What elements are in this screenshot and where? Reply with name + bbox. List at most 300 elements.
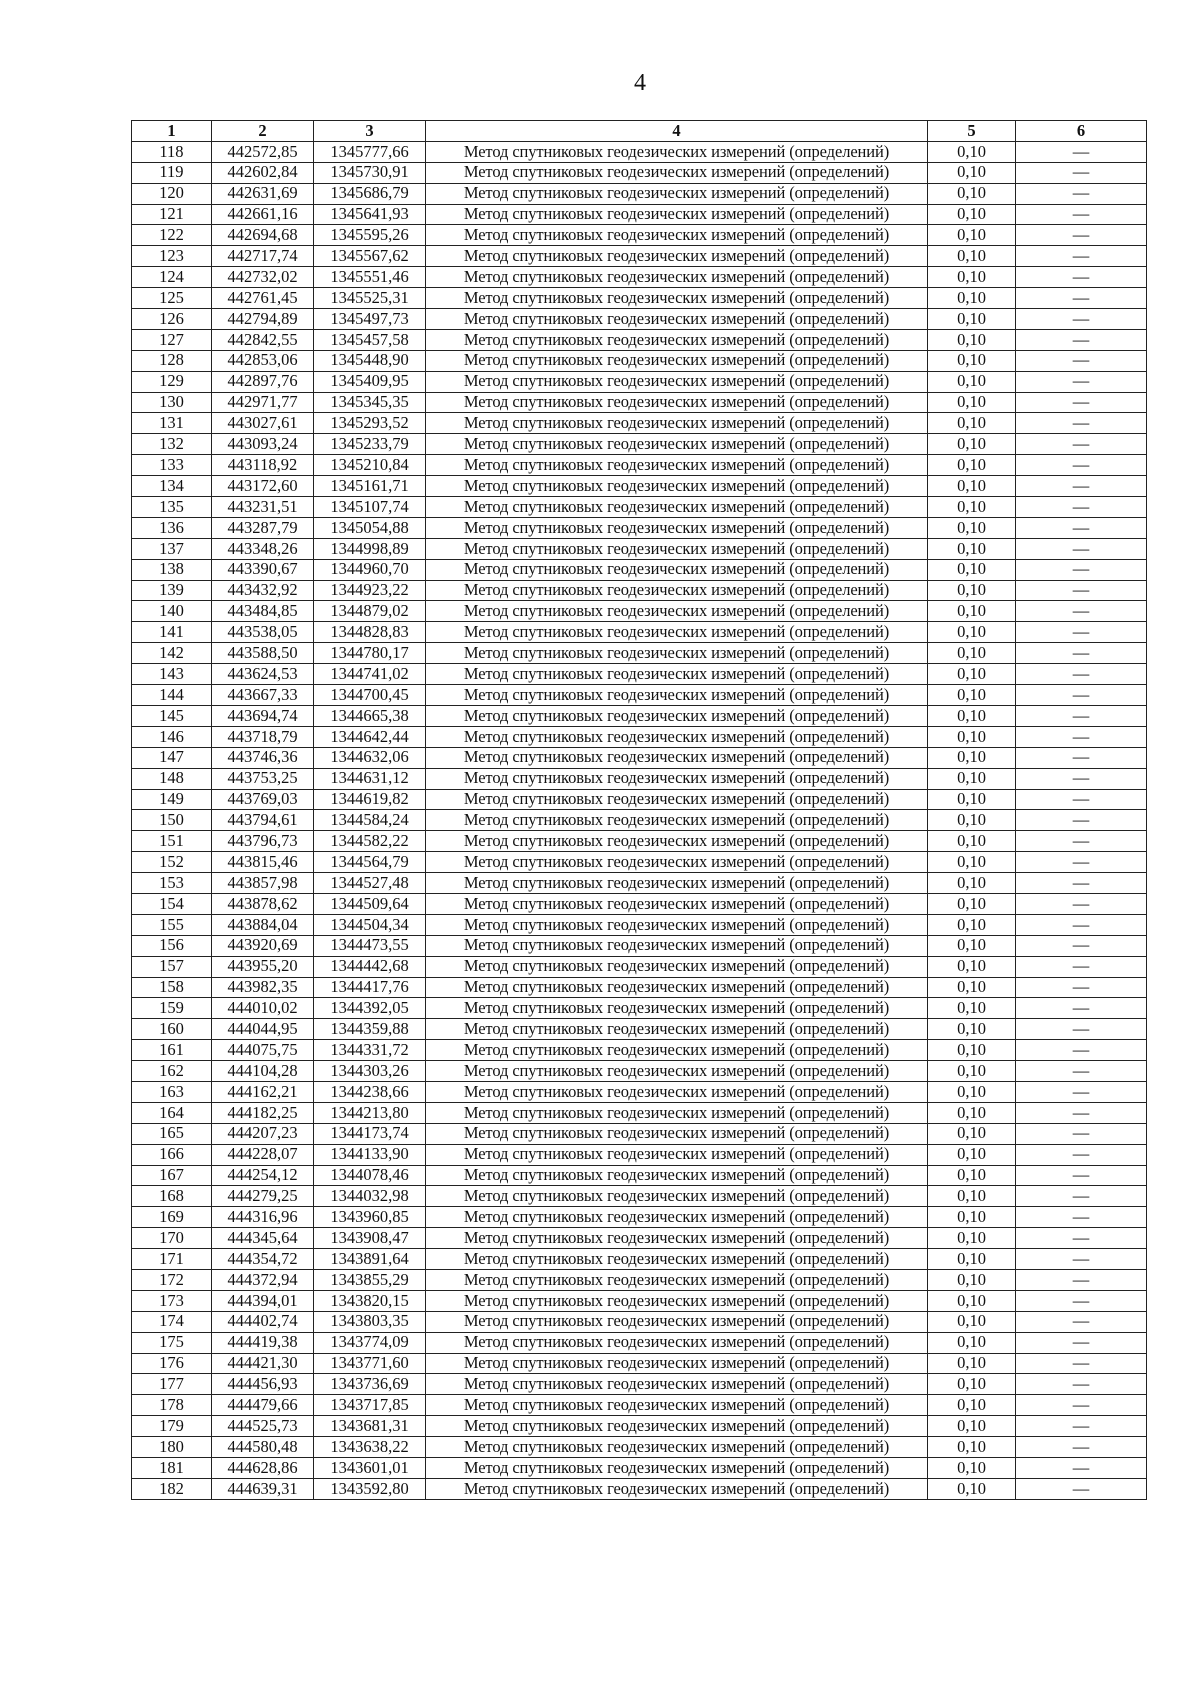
x-coordinate-cell: 442602,84	[212, 162, 314, 183]
y-coordinate-cell: 1344392,05	[314, 998, 426, 1019]
y-coordinate-cell: 1345161,71	[314, 476, 426, 497]
method-cell: Метод спутниковых геодезических измерений (определений)	[426, 1123, 928, 1144]
precision-cell: 0,10	[928, 664, 1016, 685]
y-coordinate-cell: 1344213,80	[314, 1102, 426, 1123]
table-row	[132, 1290, 1147, 1311]
point-number-cell: 143	[132, 664, 212, 685]
point-number-cell: 179	[132, 1416, 212, 1437]
precision-cell: 0,10	[928, 601, 1016, 622]
point-number-cell: 172	[132, 1269, 212, 1290]
point-number-cell: 148	[132, 768, 212, 789]
y-coordinate-cell: 1345107,74	[314, 497, 426, 518]
method-cell: Метод спутниковых геодезических измерений (определений)	[426, 998, 928, 1019]
table-row	[132, 810, 1147, 831]
method-cell: Метод спутниковых геодезических измерений (определений)	[426, 622, 928, 643]
description-dash-cell: —	[1016, 141, 1147, 162]
point-number-cell: 142	[132, 643, 212, 664]
method-cell: Метод спутниковых геодезических измерений (определений)	[426, 1269, 928, 1290]
method-cell: Метод спутниковых геодезических измерений (определений)	[426, 643, 928, 664]
x-coordinate-cell: 444354,72	[212, 1249, 314, 1270]
point-number-cell: 145	[132, 705, 212, 726]
table-row	[132, 601, 1147, 622]
table-row	[132, 204, 1147, 225]
x-coordinate-cell: 443796,73	[212, 831, 314, 852]
x-coordinate-cell: 442842,55	[212, 329, 314, 350]
y-coordinate-cell: 1345730,91	[314, 162, 426, 183]
y-coordinate-cell: 1344642,44	[314, 726, 426, 747]
table-row	[132, 538, 1147, 559]
x-coordinate-cell: 443955,20	[212, 956, 314, 977]
precision-cell: 0,10	[928, 204, 1016, 225]
y-coordinate-cell: 1344923,22	[314, 580, 426, 601]
point-number-cell: 119	[132, 162, 212, 183]
x-coordinate-cell: 444010,02	[212, 998, 314, 1019]
x-coordinate-cell: 442694,68	[212, 225, 314, 246]
table-row	[132, 1228, 1147, 1249]
point-number-cell: 132	[132, 434, 212, 455]
description-dash-cell: —	[1016, 1395, 1147, 1416]
y-coordinate-cell: 1343592,80	[314, 1478, 426, 1499]
precision-cell: 0,10	[928, 1228, 1016, 1249]
method-cell: Метод спутниковых геодезических измерений (определений)	[426, 538, 928, 559]
point-number-cell: 162	[132, 1061, 212, 1082]
y-coordinate-cell: 1344584,24	[314, 810, 426, 831]
description-dash-cell: —	[1016, 162, 1147, 183]
method-cell: Метод спутниковых геодезических измерений (определений)	[426, 580, 928, 601]
table-row	[132, 497, 1147, 518]
y-coordinate-cell: 1345525,31	[314, 288, 426, 309]
x-coordinate-cell: 443794,61	[212, 810, 314, 831]
point-number-cell: 121	[132, 204, 212, 225]
x-coordinate-cell: 443920,69	[212, 935, 314, 956]
x-coordinate-cell: 443093,24	[212, 434, 314, 455]
precision-cell: 0,10	[928, 1081, 1016, 1102]
y-coordinate-cell: 1343891,64	[314, 1249, 426, 1270]
table-row	[132, 476, 1147, 497]
point-number-cell: 135	[132, 497, 212, 518]
method-cell: Метод спутниковых геодезических измерений (определений)	[426, 1186, 928, 1207]
x-coordinate-cell: 444279,25	[212, 1186, 314, 1207]
precision-cell: 0,10	[928, 935, 1016, 956]
description-dash-cell: —	[1016, 580, 1147, 601]
description-dash-cell: —	[1016, 1081, 1147, 1102]
description-dash-cell: —	[1016, 517, 1147, 538]
point-number-cell: 163	[132, 1081, 212, 1102]
point-number-cell: 156	[132, 935, 212, 956]
precision-cell: 0,10	[928, 1207, 1016, 1228]
x-coordinate-cell: 444228,07	[212, 1144, 314, 1165]
y-coordinate-cell: 1343960,85	[314, 1207, 426, 1228]
description-dash-cell: —	[1016, 956, 1147, 977]
description-dash-cell: —	[1016, 559, 1147, 580]
x-coordinate-cell: 442794,89	[212, 309, 314, 330]
point-number-cell: 176	[132, 1353, 212, 1374]
coordinates-table-container	[131, 120, 1147, 1500]
point-number-cell: 170	[132, 1228, 212, 1249]
precision-cell: 0,10	[928, 810, 1016, 831]
point-number-cell: 147	[132, 747, 212, 768]
method-cell: Метод спутниковых геодезических измерений (определений)	[426, 1249, 928, 1270]
description-dash-cell: —	[1016, 1249, 1147, 1270]
point-number-cell: 168	[132, 1186, 212, 1207]
y-coordinate-cell: 1344504,34	[314, 914, 426, 935]
table-row	[132, 873, 1147, 894]
table-row	[132, 747, 1147, 768]
point-number-cell: 129	[132, 371, 212, 392]
y-coordinate-cell: 1343736,69	[314, 1374, 426, 1395]
precision-cell: 0,10	[928, 1290, 1016, 1311]
method-cell: Метод спутниковых геодезических измерений (определений)	[426, 873, 928, 894]
table-row	[132, 371, 1147, 392]
precision-cell: 0,10	[928, 1165, 1016, 1186]
method-cell: Метод спутниковых геодезических измерений (определений)	[426, 1395, 928, 1416]
table-row	[132, 1123, 1147, 1144]
description-dash-cell: —	[1016, 1353, 1147, 1374]
table-row	[132, 768, 1147, 789]
precision-cell: 0,10	[928, 705, 1016, 726]
x-coordinate-cell: 444419,38	[212, 1332, 314, 1353]
table-row	[132, 643, 1147, 664]
y-coordinate-cell: 1344998,89	[314, 538, 426, 559]
method-cell: Метод спутниковых геодезических измерений (определений)	[426, 559, 928, 580]
point-number-cell: 166	[132, 1144, 212, 1165]
point-number-cell: 180	[132, 1437, 212, 1458]
column-header-2: 2	[212, 121, 314, 142]
point-number-cell: 157	[132, 956, 212, 977]
description-dash-cell: —	[1016, 183, 1147, 204]
precision-cell: 0,10	[928, 455, 1016, 476]
precision-cell: 0,10	[928, 1144, 1016, 1165]
method-cell: Метод спутниковых геодезических измерений (определений)	[426, 183, 928, 204]
precision-cell: 0,10	[928, 622, 1016, 643]
point-number-cell: 159	[132, 998, 212, 1019]
table-row	[132, 1249, 1147, 1270]
point-number-cell: 152	[132, 852, 212, 873]
method-cell: Метод спутниковых геодезических измерений (определений)	[426, 1290, 928, 1311]
y-coordinate-cell: 1345210,84	[314, 455, 426, 476]
table-row	[132, 1478, 1147, 1499]
precision-cell: 0,10	[928, 559, 1016, 580]
precision-cell: 0,10	[928, 329, 1016, 350]
method-cell: Метод спутниковых геодезических измерений (определений)	[426, 810, 928, 831]
point-number-cell: 128	[132, 350, 212, 371]
y-coordinate-cell: 1345448,90	[314, 350, 426, 371]
precision-cell: 0,10	[928, 914, 1016, 935]
description-dash-cell: —	[1016, 246, 1147, 267]
x-coordinate-cell: 443982,35	[212, 977, 314, 998]
description-dash-cell: —	[1016, 643, 1147, 664]
description-dash-cell: —	[1016, 204, 1147, 225]
description-dash-cell: —	[1016, 1019, 1147, 1040]
point-number-cell: 134	[132, 476, 212, 497]
precision-cell: 0,10	[928, 309, 1016, 330]
x-coordinate-cell: 444394,01	[212, 1290, 314, 1311]
x-coordinate-cell: 444182,25	[212, 1102, 314, 1123]
point-number-cell: 169	[132, 1207, 212, 1228]
table-row	[132, 455, 1147, 476]
coordinates-table	[131, 120, 1147, 1500]
y-coordinate-cell: 1344303,26	[314, 1061, 426, 1082]
y-coordinate-cell: 1345233,79	[314, 434, 426, 455]
y-coordinate-cell: 1345595,26	[314, 225, 426, 246]
precision-cell: 0,10	[928, 1186, 1016, 1207]
method-cell: Метод спутниковых геодезических измерений (определений)	[426, 246, 928, 267]
x-coordinate-cell: 444525,73	[212, 1416, 314, 1437]
description-dash-cell: —	[1016, 664, 1147, 685]
method-cell: Метод спутниковых геодезических измерений (определений)	[426, 392, 928, 413]
point-number-cell: 139	[132, 580, 212, 601]
point-number-cell: 182	[132, 1478, 212, 1499]
point-number-cell: 122	[132, 225, 212, 246]
method-cell: Метод спутниковых геодезических измерений (определений)	[426, 935, 928, 956]
table-row	[132, 852, 1147, 873]
table-row	[132, 309, 1147, 330]
y-coordinate-cell: 1345409,95	[314, 371, 426, 392]
x-coordinate-cell: 444044,95	[212, 1019, 314, 1040]
point-number-cell: 138	[132, 559, 212, 580]
method-cell: Метод спутниковых геодезических измерений (определений)	[426, 601, 928, 622]
y-coordinate-cell: 1345293,52	[314, 413, 426, 434]
precision-cell: 0,10	[928, 893, 1016, 914]
method-cell: Метод спутниковых геодезических измерений (определений)	[426, 1374, 928, 1395]
y-coordinate-cell: 1343820,15	[314, 1290, 426, 1311]
precision-cell: 0,10	[928, 1353, 1016, 1374]
method-cell: Метод спутниковых геодезических измерений (определений)	[426, 1478, 928, 1499]
precision-cell: 0,10	[928, 538, 1016, 559]
point-number-cell: 127	[132, 329, 212, 350]
table-row	[132, 1207, 1147, 1228]
method-cell: Метод спутниковых геодезических измерений (определений)	[426, 768, 928, 789]
precision-cell: 0,10	[928, 162, 1016, 183]
method-cell: Метод спутниковых геодезических измерений (определений)	[426, 329, 928, 350]
x-coordinate-cell: 444162,21	[212, 1081, 314, 1102]
point-number-cell: 171	[132, 1249, 212, 1270]
description-dash-cell: —	[1016, 1123, 1147, 1144]
x-coordinate-cell: 442761,45	[212, 288, 314, 309]
precision-cell: 0,10	[928, 977, 1016, 998]
description-dash-cell: —	[1016, 893, 1147, 914]
description-dash-cell: —	[1016, 497, 1147, 518]
description-dash-cell: —	[1016, 1228, 1147, 1249]
y-coordinate-cell: 1344473,55	[314, 935, 426, 956]
table-row	[132, 914, 1147, 935]
method-cell: Метод спутниковых геодезических измерений (определений)	[426, 517, 928, 538]
description-dash-cell: —	[1016, 1102, 1147, 1123]
method-cell: Метод спутниковых геодезических измерений (определений)	[426, 434, 928, 455]
method-cell: Метод спутниковых геодезических измерений (определений)	[426, 1144, 928, 1165]
description-dash-cell: —	[1016, 350, 1147, 371]
y-coordinate-cell: 1344780,17	[314, 643, 426, 664]
point-number-cell: 167	[132, 1165, 212, 1186]
table-row	[132, 1458, 1147, 1479]
method-cell: Метод спутниковых геодезических измерений (определений)	[426, 664, 928, 685]
y-coordinate-cell: 1345497,73	[314, 309, 426, 330]
description-dash-cell: —	[1016, 288, 1147, 309]
table-row	[132, 1040, 1147, 1061]
x-coordinate-cell: 443694,74	[212, 705, 314, 726]
point-number-cell: 140	[132, 601, 212, 622]
precision-cell: 0,10	[928, 1458, 1016, 1479]
x-coordinate-cell: 442717,74	[212, 246, 314, 267]
method-cell: Метод спутниковых геодезических измерений (определений)	[426, 1019, 928, 1040]
method-cell: Метод спутниковых геодезических измерений (определений)	[426, 1353, 928, 1374]
method-cell: Метод спутниковых геодезических измерений (определений)	[426, 455, 928, 476]
y-coordinate-cell: 1343601,01	[314, 1458, 426, 1479]
table-row	[132, 267, 1147, 288]
precision-cell: 0,10	[928, 956, 1016, 977]
precision-cell: 0,10	[928, 1478, 1016, 1499]
method-cell: Метод спутниковых геодезических измерений (определений)	[426, 893, 928, 914]
description-dash-cell: —	[1016, 1458, 1147, 1479]
table-row	[132, 183, 1147, 204]
table-row	[132, 162, 1147, 183]
y-coordinate-cell: 1344331,72	[314, 1040, 426, 1061]
method-cell: Метод спутниковых геодезических измерений (определений)	[426, 225, 928, 246]
table-row	[132, 622, 1147, 643]
point-number-cell: 123	[132, 246, 212, 267]
y-coordinate-cell: 1345054,88	[314, 517, 426, 538]
description-dash-cell: —	[1016, 476, 1147, 497]
description-dash-cell: —	[1016, 768, 1147, 789]
point-number-cell: 164	[132, 1102, 212, 1123]
point-number-cell: 126	[132, 309, 212, 330]
method-cell: Метод спутниковых геодезических измерений (определений)	[426, 1102, 928, 1123]
y-coordinate-cell: 1343855,29	[314, 1269, 426, 1290]
x-coordinate-cell: 444075,75	[212, 1040, 314, 1061]
point-number-cell: 154	[132, 893, 212, 914]
table-row	[132, 141, 1147, 162]
description-dash-cell: —	[1016, 998, 1147, 1019]
description-dash-cell: —	[1016, 810, 1147, 831]
precision-cell: 0,10	[928, 1019, 1016, 1040]
precision-cell: 0,10	[928, 1123, 1016, 1144]
description-dash-cell: —	[1016, 1478, 1147, 1499]
method-cell: Метод спутниковых геодезических измерений (определений)	[426, 267, 928, 288]
description-dash-cell: —	[1016, 1207, 1147, 1228]
column-header-3: 3	[314, 121, 426, 142]
table-row	[132, 1353, 1147, 1374]
table-row	[132, 559, 1147, 580]
y-coordinate-cell: 1344960,70	[314, 559, 426, 580]
table-row	[132, 350, 1147, 371]
x-coordinate-cell: 443884,04	[212, 914, 314, 935]
y-coordinate-cell: 1344133,90	[314, 1144, 426, 1165]
y-coordinate-cell: 1345457,58	[314, 329, 426, 350]
x-coordinate-cell: 443231,51	[212, 497, 314, 518]
method-cell: Метод спутниковых геодезических измерений (определений)	[426, 413, 928, 434]
precision-cell: 0,10	[928, 392, 1016, 413]
table-row	[132, 1165, 1147, 1186]
description-dash-cell: —	[1016, 977, 1147, 998]
method-cell: Метод спутниковых геодезических измерений (определений)	[426, 789, 928, 810]
method-cell: Метод спутниковых геодезических измерений (определений)	[426, 350, 928, 371]
x-coordinate-cell: 443769,03	[212, 789, 314, 810]
point-number-cell: 181	[132, 1458, 212, 1479]
x-coordinate-cell: 444207,23	[212, 1123, 314, 1144]
y-coordinate-cell: 1344632,06	[314, 747, 426, 768]
point-number-cell: 133	[132, 455, 212, 476]
y-coordinate-cell: 1344032,98	[314, 1186, 426, 1207]
y-coordinate-cell: 1344509,64	[314, 893, 426, 914]
description-dash-cell: —	[1016, 413, 1147, 434]
precision-cell: 0,10	[928, 350, 1016, 371]
precision-cell: 0,10	[928, 476, 1016, 497]
table-row	[132, 288, 1147, 309]
x-coordinate-cell: 443390,67	[212, 559, 314, 580]
description-dash-cell: —	[1016, 1165, 1147, 1186]
precision-cell: 0,10	[928, 685, 1016, 706]
table-row	[132, 413, 1147, 434]
y-coordinate-cell: 1343717,85	[314, 1395, 426, 1416]
method-cell: Метод спутниковых геодезических измерений (определений)	[426, 1332, 928, 1353]
table-row	[132, 225, 1147, 246]
description-dash-cell: —	[1016, 1269, 1147, 1290]
precision-cell: 0,10	[928, 225, 1016, 246]
table-body	[132, 141, 1147, 1499]
precision-cell: 0,10	[928, 768, 1016, 789]
x-coordinate-cell: 443172,60	[212, 476, 314, 497]
column-header-1: 1	[132, 121, 212, 142]
method-cell: Метод спутниковых геодезических измерений (определений)	[426, 141, 928, 162]
method-cell: Метод спутниковых геодезических измерений (определений)	[426, 204, 928, 225]
point-number-cell: 160	[132, 1019, 212, 1040]
description-dash-cell: —	[1016, 434, 1147, 455]
point-number-cell: 118	[132, 141, 212, 162]
description-dash-cell: —	[1016, 852, 1147, 873]
table-row	[132, 246, 1147, 267]
description-dash-cell: —	[1016, 622, 1147, 643]
y-coordinate-cell: 1345551,46	[314, 267, 426, 288]
description-dash-cell: —	[1016, 1186, 1147, 1207]
precision-cell: 0,10	[928, 726, 1016, 747]
description-dash-cell: —	[1016, 1144, 1147, 1165]
y-coordinate-cell: 1343774,09	[314, 1332, 426, 1353]
column-header-6: 6	[1016, 121, 1147, 142]
description-dash-cell: —	[1016, 1040, 1147, 1061]
method-cell: Метод спутниковых геодезических измерений (определений)	[426, 309, 928, 330]
point-number-cell: 177	[132, 1374, 212, 1395]
x-coordinate-cell: 444628,86	[212, 1458, 314, 1479]
method-cell: Метод спутниковых геодезических измерений (определений)	[426, 1416, 928, 1437]
description-dash-cell: —	[1016, 1332, 1147, 1353]
y-coordinate-cell: 1344582,22	[314, 831, 426, 852]
description-dash-cell: —	[1016, 726, 1147, 747]
method-cell: Метод спутниковых геодезических измерений (определений)	[426, 726, 928, 747]
point-number-cell: 150	[132, 810, 212, 831]
y-coordinate-cell: 1343908,47	[314, 1228, 426, 1249]
method-cell: Метод спутниковых геодезических измерений (определений)	[426, 1165, 928, 1186]
point-number-cell: 136	[132, 517, 212, 538]
description-dash-cell: —	[1016, 747, 1147, 768]
y-coordinate-cell: 1344741,02	[314, 664, 426, 685]
point-number-cell: 175	[132, 1332, 212, 1353]
table-row	[132, 329, 1147, 350]
method-cell: Метод спутниковых геодезических измерений (определений)	[426, 1311, 928, 1332]
y-coordinate-cell: 1345777,66	[314, 141, 426, 162]
point-number-cell: 161	[132, 1040, 212, 1061]
point-number-cell: 131	[132, 413, 212, 434]
column-header-5: 5	[928, 121, 1016, 142]
method-cell: Метод спутниковых геодезических измерений (определений)	[426, 977, 928, 998]
y-coordinate-cell: 1344527,48	[314, 873, 426, 894]
point-number-cell: 125	[132, 288, 212, 309]
precision-cell: 0,10	[928, 1416, 1016, 1437]
x-coordinate-cell: 444639,31	[212, 1478, 314, 1499]
table-row	[132, 726, 1147, 747]
x-coordinate-cell: 443746,36	[212, 747, 314, 768]
table-row	[132, 1081, 1147, 1102]
precision-cell: 0,10	[928, 1269, 1016, 1290]
